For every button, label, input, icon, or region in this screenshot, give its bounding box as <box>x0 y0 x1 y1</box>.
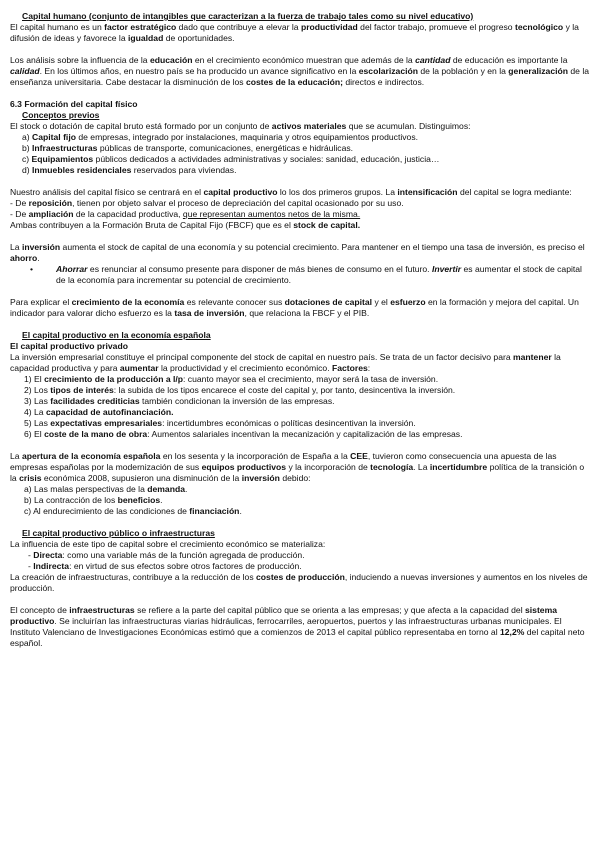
paragraph-capital-humano: El capital humano es un factor estratégico dado que contribuye a elevar la productividad del factor trabajo, promueve el progreso tecnológico y la difusión de ideas y favorece la igualdad de oportunidades. <box>10 22 579 43</box>
list-item: 6) El coste de la mano de obra: Aumentos salariales incentivan la mecanización y capitalización de las empresas. <box>24 429 463 439</box>
section-title-capital-humano: Capital humano (conjunto de intangibles que caracterizan a la fuerza de trabajo tales como su nivel educativo) <box>22 11 474 21</box>
heading-capital-publico: El capital productivo público o infraestructuras <box>22 528 215 538</box>
paragraph-educacion: Los análisis sobre la influencia de la educación en el crecimiento económico muestran que además de la cantidad de educación es importante la calidad. En los últimos años, en nuestro país se ha producido un avance significativo en la escolarización de la población y en la generalización de la enseñanza universitaria. Cabe destacar la disminución de los costes de la educación; directos e indirectos. <box>10 55 590 87</box>
list-item: 5) Las expectativas empresariales: incertidumbres económicas o políticas desincentivan la inversión. <box>24 418 416 428</box>
heading-capital-espanol: El capital productivo en la economía española <box>22 330 211 340</box>
paragraph-concepto-infraestructuras: El concepto de infraestructuras se refiere a la parte del capital público que se orienta a las empresas; y que afecta a la capacidad del sistema productivo. Se incluirían las infraestructuras viarias hidráulicas, ferrocarriles, aeropuertos, puertos y las infraestructuras urbanas municipales. El Instituto Valenciano de Investigaciones Económicas estimó que a comienzos de 2013 el capital público representaba en torno al 12,2% del capital neto español. <box>10 605 585 648</box>
heading-capital-fisico: 6.3 Formación del capital físico <box>10 99 138 109</box>
list-item: 2) Los tipos de interés: la subida de los tipos encarece el coste del capital y, por tanto, desincentiva la inversión. <box>24 385 456 395</box>
list-item: d) Inmuebles residenciales reservados para viviendas. <box>22 165 237 175</box>
dash-item-directa: - Directa: como una variable más de la función agregada de producción. <box>28 550 305 560</box>
list-item: b) Infraestructuras públicas de transporte, comunicaciones, energéticas e hidráulicas. <box>22 143 354 153</box>
list-item: c) Al endurecimiento de las condiciones de financiación. <box>24 506 242 516</box>
paragraph-apertura: La apertura de la economía española en los sesenta y la incorporación de España a la CEE, tuvieron como consecuencia una apuesta de las empresas españolas por la modernización de sus equipos productivos y la incorporación de tecnología. La incertidumbre política de la transición o la crisis económica 2008, supusieron una disminución de la inversión debido: <box>10 451 585 483</box>
bullet-text: Ahorrar es renunciar al consumo presente para disponer de más bienes de consumo en el futuro. Invertir es aumentar el stock de capital de la economía para incrementar su potencial de crecimiento. <box>56 264 582 285</box>
list-item: a) Capital fijo de empresas, integrado por instalaciones, maquinaria y otros equipamientos productivos. <box>22 132 418 142</box>
list-item: c) Equipamientos públicos dedicados a actividades administrativas y sociales: sanidad, educación, justicia… <box>22 154 440 164</box>
dash-item-indirecta: - Indirecta: en virtud de sus efectos sobre otros factores de producción. <box>28 561 302 571</box>
list-item: a) Las malas perspectivas de la demanda. <box>24 484 188 494</box>
bullet-item-ahorrar <box>10 264 592 286</box>
list-item: 3) Las facilidades crediticias también condicionan la inversión de las empresas. <box>24 396 335 406</box>
dash-item-reposicion: - De reposición, tienen por objeto salvar el proceso de depreciación del capital ocasionado por su uso. <box>10 198 404 208</box>
paragraph-stock-capital: El stock o dotación de capital bruto está formado por un conjunto de activos materiales que se acumulan. Distinguimos: <box>10 121 471 131</box>
paragraph-influencia: La influencia de este tipo de capital sobre el crecimiento económico se materializa: <box>10 539 326 549</box>
subheading-capital-privado: El capital productivo privado <box>10 341 128 351</box>
list-item: b) La contracción de los beneficios. <box>24 495 163 505</box>
paragraph-fbcf: Ambas contribuyen a la Formación Bruta de Capital Fijo (FBCF) que es el stock de capital. <box>10 220 361 230</box>
paragraph-crecimiento: Para explicar el crecimiento de la economía es relevante conocer sus dotaciones de capital y el esfuerzo en la formación y mejora del capital. Un indicador para valorar dicho esfuerzo es la tasa de inversión, que relaciona la FBCF y el PIB. <box>10 297 579 318</box>
subheading-conceptos-previos: Conceptos previos <box>22 110 100 120</box>
paragraph-inversion: La inversión aumenta el stock de capital de una economía y su potencial crecimiento. Para mantener en el tiempo una tasa de inversión, es preciso el ahorro. <box>10 242 585 263</box>
paragraph-infraestructuras-costes: La creación de infraestructuras, contribuye a la reducción de los costes de producción, induciendo a nuevas inversiones y aumentos en los niveles de producción. <box>10 572 588 593</box>
dash-item-ampliacion: - De ampliación de la capacidad productiva, que representan aumentos netos de la misma. <box>10 209 361 219</box>
list-item: 1) El crecimiento de la producción a l/p: cuanto mayor sea el crecimiento, mayor será la tasa de inversión. <box>24 374 439 384</box>
paragraph-inversion-empresarial: La inversión empresarial constituye el principal componente del stock de capital en nuestro país. Se trata de un factor decisivo para mantener la capacidad productiva y para aumentar la productividad y el crecimiento económico. Factores: <box>10 352 561 373</box>
bullet-icon: • <box>30 264 34 274</box>
paragraph-capital-productivo: Nuestro análisis del capital físico se centrará en el capital productivo lo los dos primeros grupos. La intensificación del capital se logra mediante: <box>10 187 572 197</box>
list-item: 4) La capacidad de autofinanciación. <box>24 407 174 417</box>
